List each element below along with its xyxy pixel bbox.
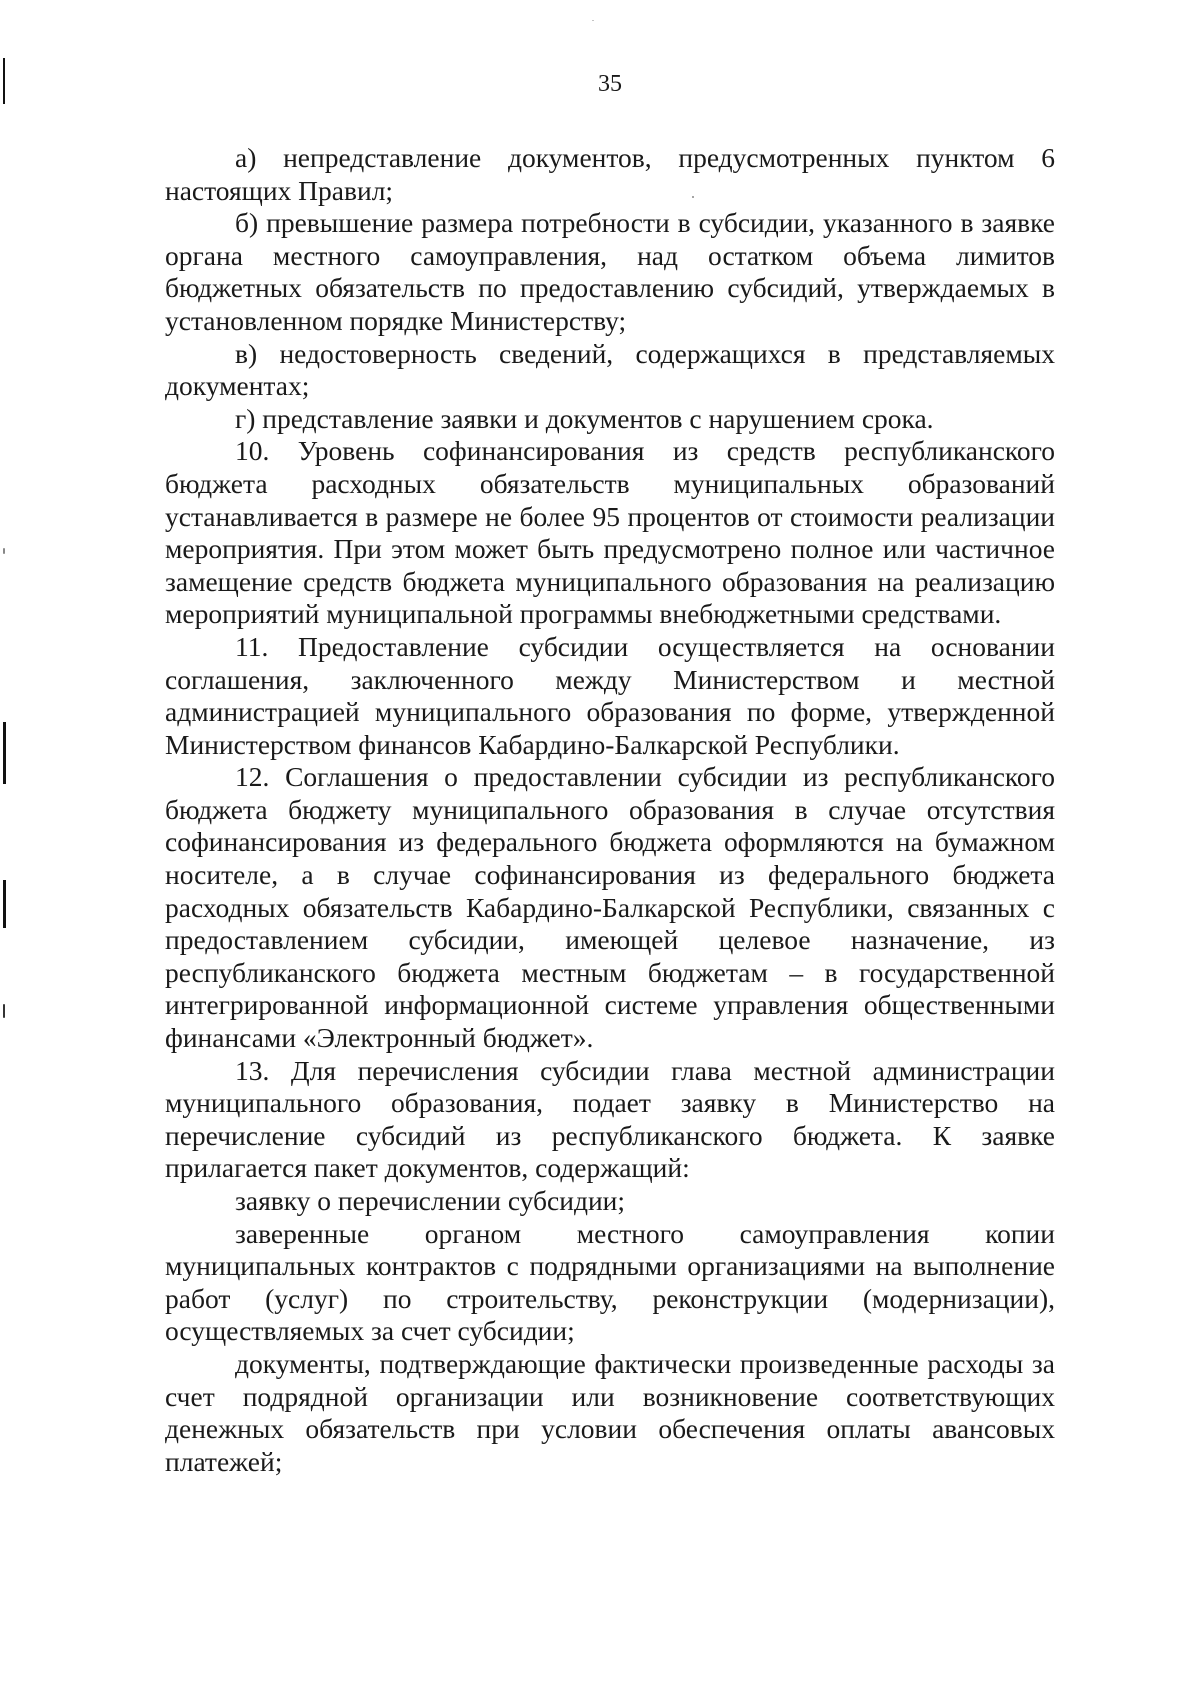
scan-dot <box>692 196 694 198</box>
paragraph-13-list-item: заверенные органом местного самоуправления копии муниципальных контрактов с подрядными организациями на выполнение работ (услуг) по строительству, реконструкции (модернизации), осуществляемых за счет субсидии; <box>165 1217 1055 1347</box>
scan-edge-mark <box>3 58 5 104</box>
scan-dot <box>3 1004 5 1018</box>
paragraph-item-b: б) превышение размера потребности в субсидии, указанного в заявке органа местного самоуправления, над остатком объема лимитов бюджетных обязательств по предоставлению субсидий, утверждаемых в установленном порядке Министерству; <box>165 207 1055 336</box>
paragraph-item-a: а) непредставление документов, предусмотренных пунктом 6 настоящих Правил; <box>165 142 1055 206</box>
paragraph-12: 12. Соглашения о предоставлении субсидии из республиканского бюджета бюджету муниципального образования в случае отсутствия софинансирования из федерального бюджета оформляются на бумажном носителе, а в случае софинансирования из федерального бюджета расходных обязательств Кабардино-Балкарской Республики, связанных с предоставлением субсидии, имеющей целевое назначение, из республиканского бюджета местным бюджетам – в государственной интегрированной информационной системе управления общественными финансами «Электронный бюджет». <box>165 761 1055 1054</box>
paragraph-11: 11. Предоставление субсидии осуществляется на основании соглашения, заключенного между Министерством и местной администрацией муниципального образования по форме, утвержденной Министерством финансов Кабардино-Балкарской Республики. <box>165 630 1055 760</box>
scan-edge-mark <box>3 722 6 784</box>
scan-dot <box>592 20 594 21</box>
document-body <box>165 142 1055 1478</box>
paragraph-item-v: в) недостоверность сведений, содержащихся в представляемых документах; <box>165 337 1055 402</box>
page-number: 35 <box>598 71 622 97</box>
paragraph-13-list-item: документы, подтверждающие фактически произведенные расходы за счет подрядной организации или возникновение соответствующих денежных обязательств при условии обеспечения оплаты авансовых платежей; <box>165 1347 1055 1477</box>
paragraph-item-g: г) представление заявки и документов с нарушением срока. <box>235 402 934 434</box>
scan-dot <box>3 548 5 554</box>
paragraph-10: 10. Уровень софинансирования из средств республиканского бюджета расходных обязательств муниципальных образований устанавливается в размере не более 95 процентов от стоимости реализации мероприятия. При этом может быть предусмотрено полное или частичное замещение средств бюджета муниципального образования на реализацию мероприятий муниципальной программы внебюджетными средствами. <box>165 435 1055 630</box>
paragraph-13-list-item: заявку о перечислении субсидии; <box>235 1185 626 1216</box>
paragraph-13: 13. Для перечисления субсидии глава местной администрации муниципального образования, подает заявку в Министерство на перечисление субсидий из республиканского бюджета. К заявке прилагается пакет документов, содержащий: <box>165 1054 1055 1184</box>
scan-edge-mark <box>3 880 6 928</box>
